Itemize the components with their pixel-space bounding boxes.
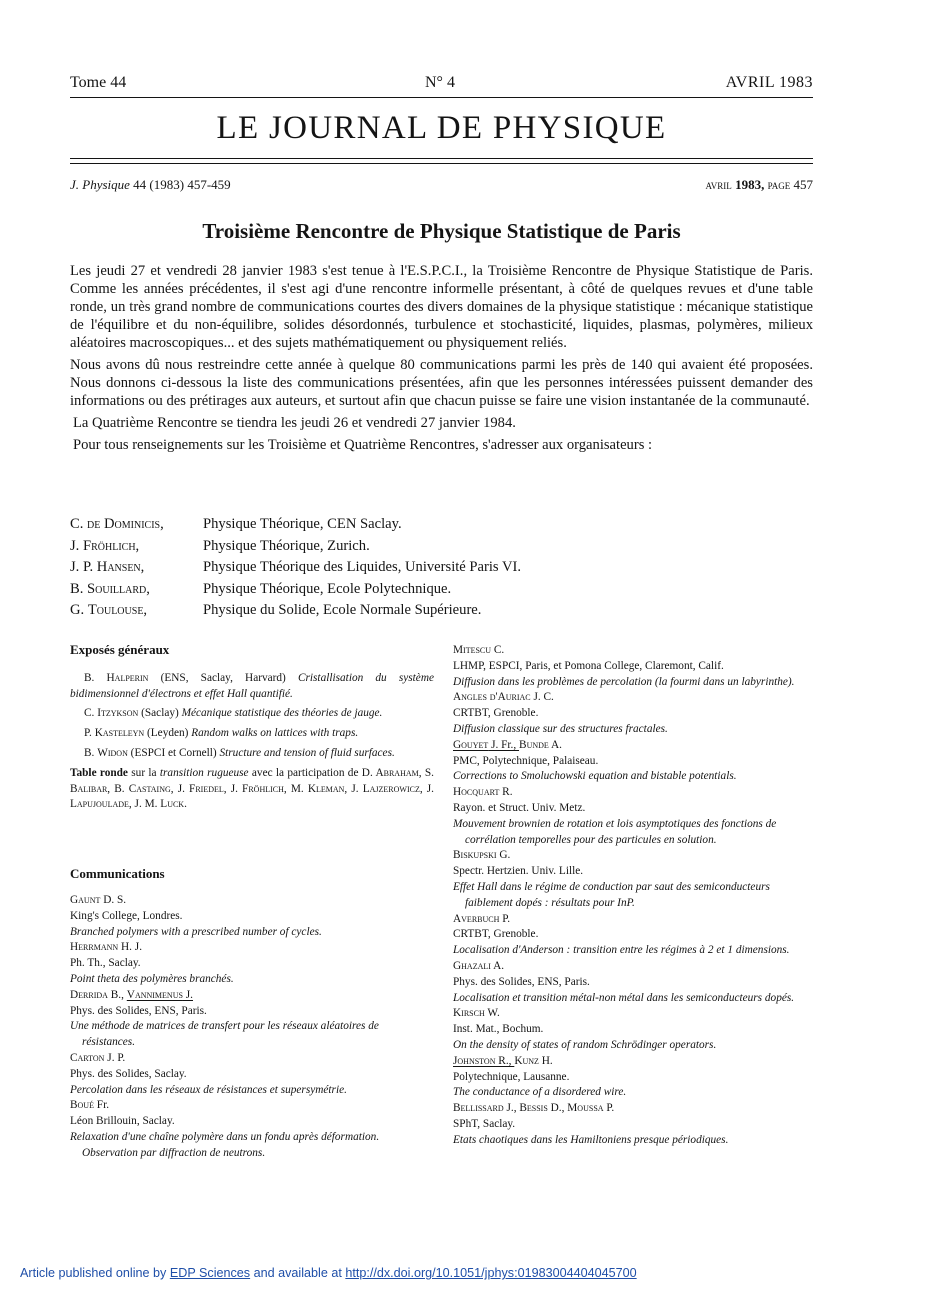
author <box>514 1055 552 1067</box>
author-surname: Angles d'Auriac <box>453 691 531 704</box>
author <box>453 960 504 972</box>
table-ronde-label: Table ronde <box>70 766 128 779</box>
author <box>453 913 510 925</box>
organizer-affiliation: Physique Théorique, Ecole Polytechnique. <box>203 580 452 597</box>
author <box>70 1099 109 1111</box>
author-surname: Gaunt <box>70 893 101 906</box>
communication-affiliation: Spectr. Hertzien. Univ. Lille. <box>453 865 584 878</box>
author-surname: Bunde <box>519 738 549 751</box>
intro-paragraph: Les jeudi 27 et vendredi 28 janvier 1983 s'est tenue à l'E.S.P.C.I., la Troisième Rencontre de Physique Statistique de Paris. Comme les années précédentes, il s'est agi d'une rencontre informelle présentant, à côté de quelques revues et d'une table ronde, un très grand nombre de communications courtes des divers domaines de la physique statistique : mécanique statistique de l'équilibre et du non-équilibre, solides désordonnés, turbulence et stochasticité, liquides, plasmas, polymères, milieux aléatoires macroscopiques... et des sujets mathématiquement ou physiquement reliés. <box>70 263 813 351</box>
communication-title: Branched polymers with a prescribed number of cycles. <box>70 925 322 938</box>
organizer-initial: J. <box>70 537 83 554</box>
table-ronde-topic: transition rugueuse <box>159 766 249 779</box>
expose-initial: C. <box>84 707 98 720</box>
communication-entry <box>453 643 813 690</box>
expose-title: Mécanique statistique des théories de jauge. <box>181 707 383 720</box>
issue-number: N° 4 <box>425 74 455 91</box>
communication-entry <box>70 940 434 987</box>
author-initials: P. <box>499 912 511 925</box>
organizer-name <box>70 514 203 536</box>
communication-affiliation: Rayon. et Struct. Univ. Metz. <box>453 801 586 814</box>
volume-label: Tome 44 <box>70 74 127 91</box>
communication-title: Corrections to Smoluchowski equation and bistable potentials. <box>453 770 737 783</box>
communication-authors <box>70 940 434 956</box>
citation <box>70 177 231 193</box>
communication-title: Localisation d'Anderson : transition entre les régimes à 2 et 1 dimensions. <box>453 944 790 957</box>
page-info-page: page 457 <box>764 177 813 192</box>
expose-title: Cristallisation du système bidimensionnel d'électrons et effet Hall quantifié. <box>70 671 434 700</box>
footer-middle: and available at <box>250 1266 346 1280</box>
author-initials: J. P. <box>104 1051 126 1064</box>
right-column <box>453 643 813 1149</box>
journal-title: LE JOURNAL DE PHYSIQUE <box>216 110 667 146</box>
author-surname: Bellissard <box>453 1102 504 1115</box>
communication-title: Diffusion classique sur des structures fractales. <box>453 722 668 735</box>
table-ronde-participants: D. Abraham, S. Balibar, B. Castaing, J. Friedel, J. Fröhlich, M. Kleman, J. Lajzerowicz, J. Lapujoulade, J. M. Luck. <box>70 766 435 811</box>
author <box>453 739 519 751</box>
communication-affiliation: PMC, Polytechnique, Palaiseau. <box>453 754 599 767</box>
footer-prefix: Article published online by <box>20 1266 170 1280</box>
author-initials: J. Fr., <box>488 738 520 751</box>
left-column <box>70 642 434 1162</box>
organizer-name <box>70 557 203 579</box>
communication-title: Etats chaotiques dans les Hamiltoniens presque périodiques. <box>453 1133 729 1146</box>
author-initials: R. <box>499 786 513 799</box>
author <box>567 1102 614 1114</box>
expose-affiliation: (Saclay) <box>138 707 182 720</box>
author-initials: C. <box>491 644 505 656</box>
communications-heading: Communications <box>70 866 165 882</box>
communication-affiliation: CRTBT, Grenoble. <box>453 928 539 941</box>
author-initials: B., <box>107 988 127 1001</box>
author <box>70 1052 125 1064</box>
expose-initial: B. <box>84 746 98 759</box>
expose-initial: B. <box>84 671 107 684</box>
organizers-list <box>70 514 521 622</box>
author <box>453 786 513 798</box>
author <box>70 894 126 906</box>
communication-affiliation: Inst. Mat., Bochum. <box>453 1023 544 1036</box>
expose-affiliation: (ENS, Saclay, Harvard) <box>148 671 298 684</box>
communication-entry <box>453 1101 813 1148</box>
author-initials: H. J. <box>118 941 143 954</box>
communication-title: Effet Hall dans le régime de conduction par saut des semiconducteurs faiblement dopés : résultats pour InP. <box>453 880 770 909</box>
communication-entry <box>70 1098 434 1161</box>
communication-authors <box>453 959 813 975</box>
organizer-name <box>70 600 203 622</box>
communication-entry <box>453 848 813 911</box>
author-surname: Biskupski <box>453 849 497 862</box>
communication-authors <box>453 785 813 801</box>
organizer-surname: Fröhlich, <box>82 537 140 554</box>
table-ronde-text: avec la participation de <box>248 766 362 779</box>
author-initials: A. <box>490 959 505 972</box>
author-surname: Carton <box>70 1051 105 1064</box>
author-initials: J. C. <box>530 691 554 704</box>
doi-link[interactable]: http://dx.doi.org/10.1051/jphys:01983004404045700 <box>345 1266 637 1280</box>
communication-entry <box>453 912 813 959</box>
communication-entry <box>70 988 434 1051</box>
communication-affiliation: SPhT, Saclay. <box>453 1117 516 1130</box>
author-surname: Moussa <box>567 1102 604 1115</box>
organizer-row <box>70 579 521 601</box>
author-initials: P. <box>603 1102 615 1115</box>
communication-title: Localisation et transition métal-non métal dans les semiconducteurs dopés. <box>453 991 795 1004</box>
author-surname: Ghazali <box>453 959 491 972</box>
communication-authors <box>453 690 813 706</box>
organizer-surname: Hansen, <box>96 559 145 575</box>
author <box>453 849 510 861</box>
author <box>453 1055 514 1067</box>
communication-authors <box>70 1051 434 1067</box>
communication-title: Une méthode de matrices de transfert pour les réseaux aléatoires de résistances. <box>70 1020 379 1049</box>
expose-affiliation: (ESPCI et Cornell) <box>127 746 220 759</box>
communication-affiliation: Ph. Th., Saclay. <box>70 957 141 970</box>
author <box>70 941 142 953</box>
intro-paragraph: Pour tous renseignements sur les Troisième et Quatrième Rencontres, s'adresser aux organisateurs : <box>73 437 653 453</box>
author-surname: Gouyet <box>453 738 489 751</box>
author-surname: Derrida <box>70 988 108 1001</box>
author-initials: G. <box>496 849 511 862</box>
exposes-heading: Exposés généraux <box>70 642 170 657</box>
organizer-initial: B. <box>70 580 88 597</box>
issue-date: AVRIL 1983 <box>725 74 813 91</box>
author-initials: J. <box>182 988 193 1001</box>
citation-ref: 44 (1983) 457-459 <box>129 177 231 192</box>
expose-item <box>70 746 434 762</box>
communication-authors <box>453 1006 813 1022</box>
page-info-month: avril <box>705 177 736 192</box>
author-surname: Bessis <box>519 1102 548 1115</box>
author <box>453 644 504 656</box>
communication-entry <box>453 738 813 785</box>
table-ronde <box>70 766 434 813</box>
expose-author: Itzykson <box>97 707 139 720</box>
author-surname: Herrmann <box>70 941 119 954</box>
exposes-list <box>70 671 434 762</box>
communications-left <box>70 893 434 1162</box>
communication-authors <box>70 1098 434 1114</box>
author-surname: Johnston <box>453 1054 496 1067</box>
expose-author: Kasteleyn <box>94 727 145 740</box>
organizer-affiliation: Physique Théorique, CEN Saclay. <box>203 516 402 532</box>
author-surname: Vannimenus <box>126 988 183 1001</box>
author-initials: Fr. <box>93 1099 110 1112</box>
communication-authors <box>453 1101 813 1117</box>
organizer-affiliation: Physique Théorique des Liquides, Université Paris VI. <box>203 559 522 575</box>
expose-title: Random walks on lattices with traps. <box>191 727 359 740</box>
organizer-initial: G. <box>70 602 88 618</box>
organizer-surname: Souillard, <box>87 580 150 597</box>
communication-title: Point theta des polymères branchés. <box>70 972 234 985</box>
header-rule-double-1 <box>70 158 813 159</box>
author-surname: Mitescu <box>453 644 492 656</box>
header-rule-top <box>70 97 813 98</box>
communication-title: Mouvement brownien de rotation et lois asymptotiques des fonctions de corrélation temporelles pour des particules en solution. <box>453 817 777 846</box>
header-rule-double-2 <box>70 163 813 164</box>
author <box>519 739 562 751</box>
author <box>453 691 554 703</box>
expose-item <box>70 706 434 722</box>
communication-entry <box>70 893 434 940</box>
author-surname: Hocquart <box>453 786 500 799</box>
communication-authors <box>453 912 813 928</box>
author-initials: H. <box>538 1054 553 1067</box>
author <box>70 989 127 1001</box>
communication-affiliation: Polytechnique, Lausanne. <box>453 1070 570 1083</box>
author-initials: A. <box>548 738 562 751</box>
organizer-row <box>70 514 521 536</box>
organizer-affiliation: Physique Théorique, Zurich. <box>203 537 370 554</box>
author-initials: W. <box>484 1007 500 1020</box>
organizer-row <box>70 536 521 558</box>
communication-entry <box>453 785 813 848</box>
expose-item <box>70 726 434 742</box>
table-ronde-text: sur la <box>127 766 160 779</box>
author-initials: D. S. <box>100 893 127 906</box>
communication-affiliation: CRTBT, Grenoble. <box>453 707 539 720</box>
communication-affiliation: Phys. des Solides, ENS, Paris. <box>70 1004 207 1017</box>
organizer-row <box>70 600 521 622</box>
communication-authors <box>70 893 434 909</box>
communication-authors <box>453 848 813 864</box>
communication-entry <box>453 959 813 1006</box>
author-initials: J., <box>503 1102 520 1115</box>
author-surname: Kunz <box>514 1054 539 1067</box>
communication-title: On the density of states of random Schrödinger operators. <box>453 1038 717 1051</box>
expose-author: Widon <box>97 746 128 759</box>
communication-authors <box>453 1054 813 1070</box>
intro-text <box>70 262 813 458</box>
footer-notice <box>20 1266 637 1280</box>
communication-entry <box>70 1051 434 1098</box>
author-surname: Kirsch <box>453 1007 485 1020</box>
expose-author: Halperin <box>106 671 149 684</box>
organizer-surname: de Dominicis, <box>87 516 164 532</box>
expose-initial: P. <box>84 727 95 740</box>
article-title: Troisième Rencontre de Physique Statistique de Paris <box>202 219 681 243</box>
author-initials: D., <box>547 1102 568 1115</box>
communication-authors <box>70 988 434 1004</box>
communication-entry <box>453 690 813 737</box>
organizer-name <box>70 579 203 601</box>
communication-affiliation: Léon Brillouin, Saclay. <box>70 1115 175 1128</box>
communication-entry <box>453 1054 813 1101</box>
intro-paragraph: La Quatrième Rencontre se tiendra les jeudi 26 et vendredi 27 janvier 1984. <box>73 415 516 431</box>
organizer-surname: Toulouse, <box>87 602 148 618</box>
organizer-initial: J. P. <box>70 559 97 575</box>
author-surname: Boué <box>70 1099 94 1112</box>
author <box>453 1007 500 1019</box>
communication-authors <box>453 643 813 659</box>
communication-affiliation: Phys. des Solides, ENS, Paris. <box>453 975 590 988</box>
communication-title: Relaxation d'une chaîne polymère dans un fondu après déformation. Observation par diffraction de neutrons. <box>70 1130 380 1159</box>
expose-affiliation: (Leyden) <box>144 727 192 740</box>
citation-journal: J. Physique <box>70 177 130 192</box>
page-info-year: 1983, <box>735 177 765 192</box>
author <box>453 1102 519 1114</box>
intro-paragraph: Nous avons dû nous restreindre cette année à quelque 80 communications parmi les près de 140 qui avaient été proposées. Nous donnons ci-dessous la liste des communications présentées, afin que les personnes intéressées puissent demander des informations ou des prétirages aux auteurs, et surtout afin que chacun puisse se faire une vision instantanée de la communauté. <box>70 357 813 409</box>
expose-item <box>70 671 434 703</box>
author-surname: Averbuch <box>453 912 500 925</box>
publisher-link[interactable]: EDP Sciences <box>169 1266 251 1280</box>
author-initials: R., <box>495 1054 515 1067</box>
communications-right <box>453 643 813 1149</box>
communication-affiliation: LHMP, ESPCI, Paris, et Pomona College, Claremont, Calif. <box>453 659 724 672</box>
author <box>519 1102 567 1114</box>
author <box>127 989 193 1001</box>
organizer-row <box>70 557 521 579</box>
organizer-name <box>70 536 203 558</box>
organizer-affiliation: Physique du Solide, Ecole Normale Supérieure. <box>203 602 482 618</box>
communication-affiliation: King's College, Londres. <box>70 909 183 922</box>
communication-authors <box>453 738 813 754</box>
communication-title: Percolation dans les réseaux de résistances et supersymétrie. <box>70 1083 347 1096</box>
communication-title: The conductance of a disordered wire. <box>453 1086 627 1099</box>
communication-entry <box>453 1006 813 1053</box>
page-info <box>705 177 813 193</box>
expose-title: Structure and tension of fluid surfaces. <box>219 746 395 759</box>
organizer-initial: C. <box>70 516 88 532</box>
communication-affiliation: Phys. des Solides, Saclay. <box>70 1067 187 1080</box>
communication-title: Diffusion dans les problèmes de percolation (la fourmi dans un labyrinthe). <box>453 675 795 688</box>
